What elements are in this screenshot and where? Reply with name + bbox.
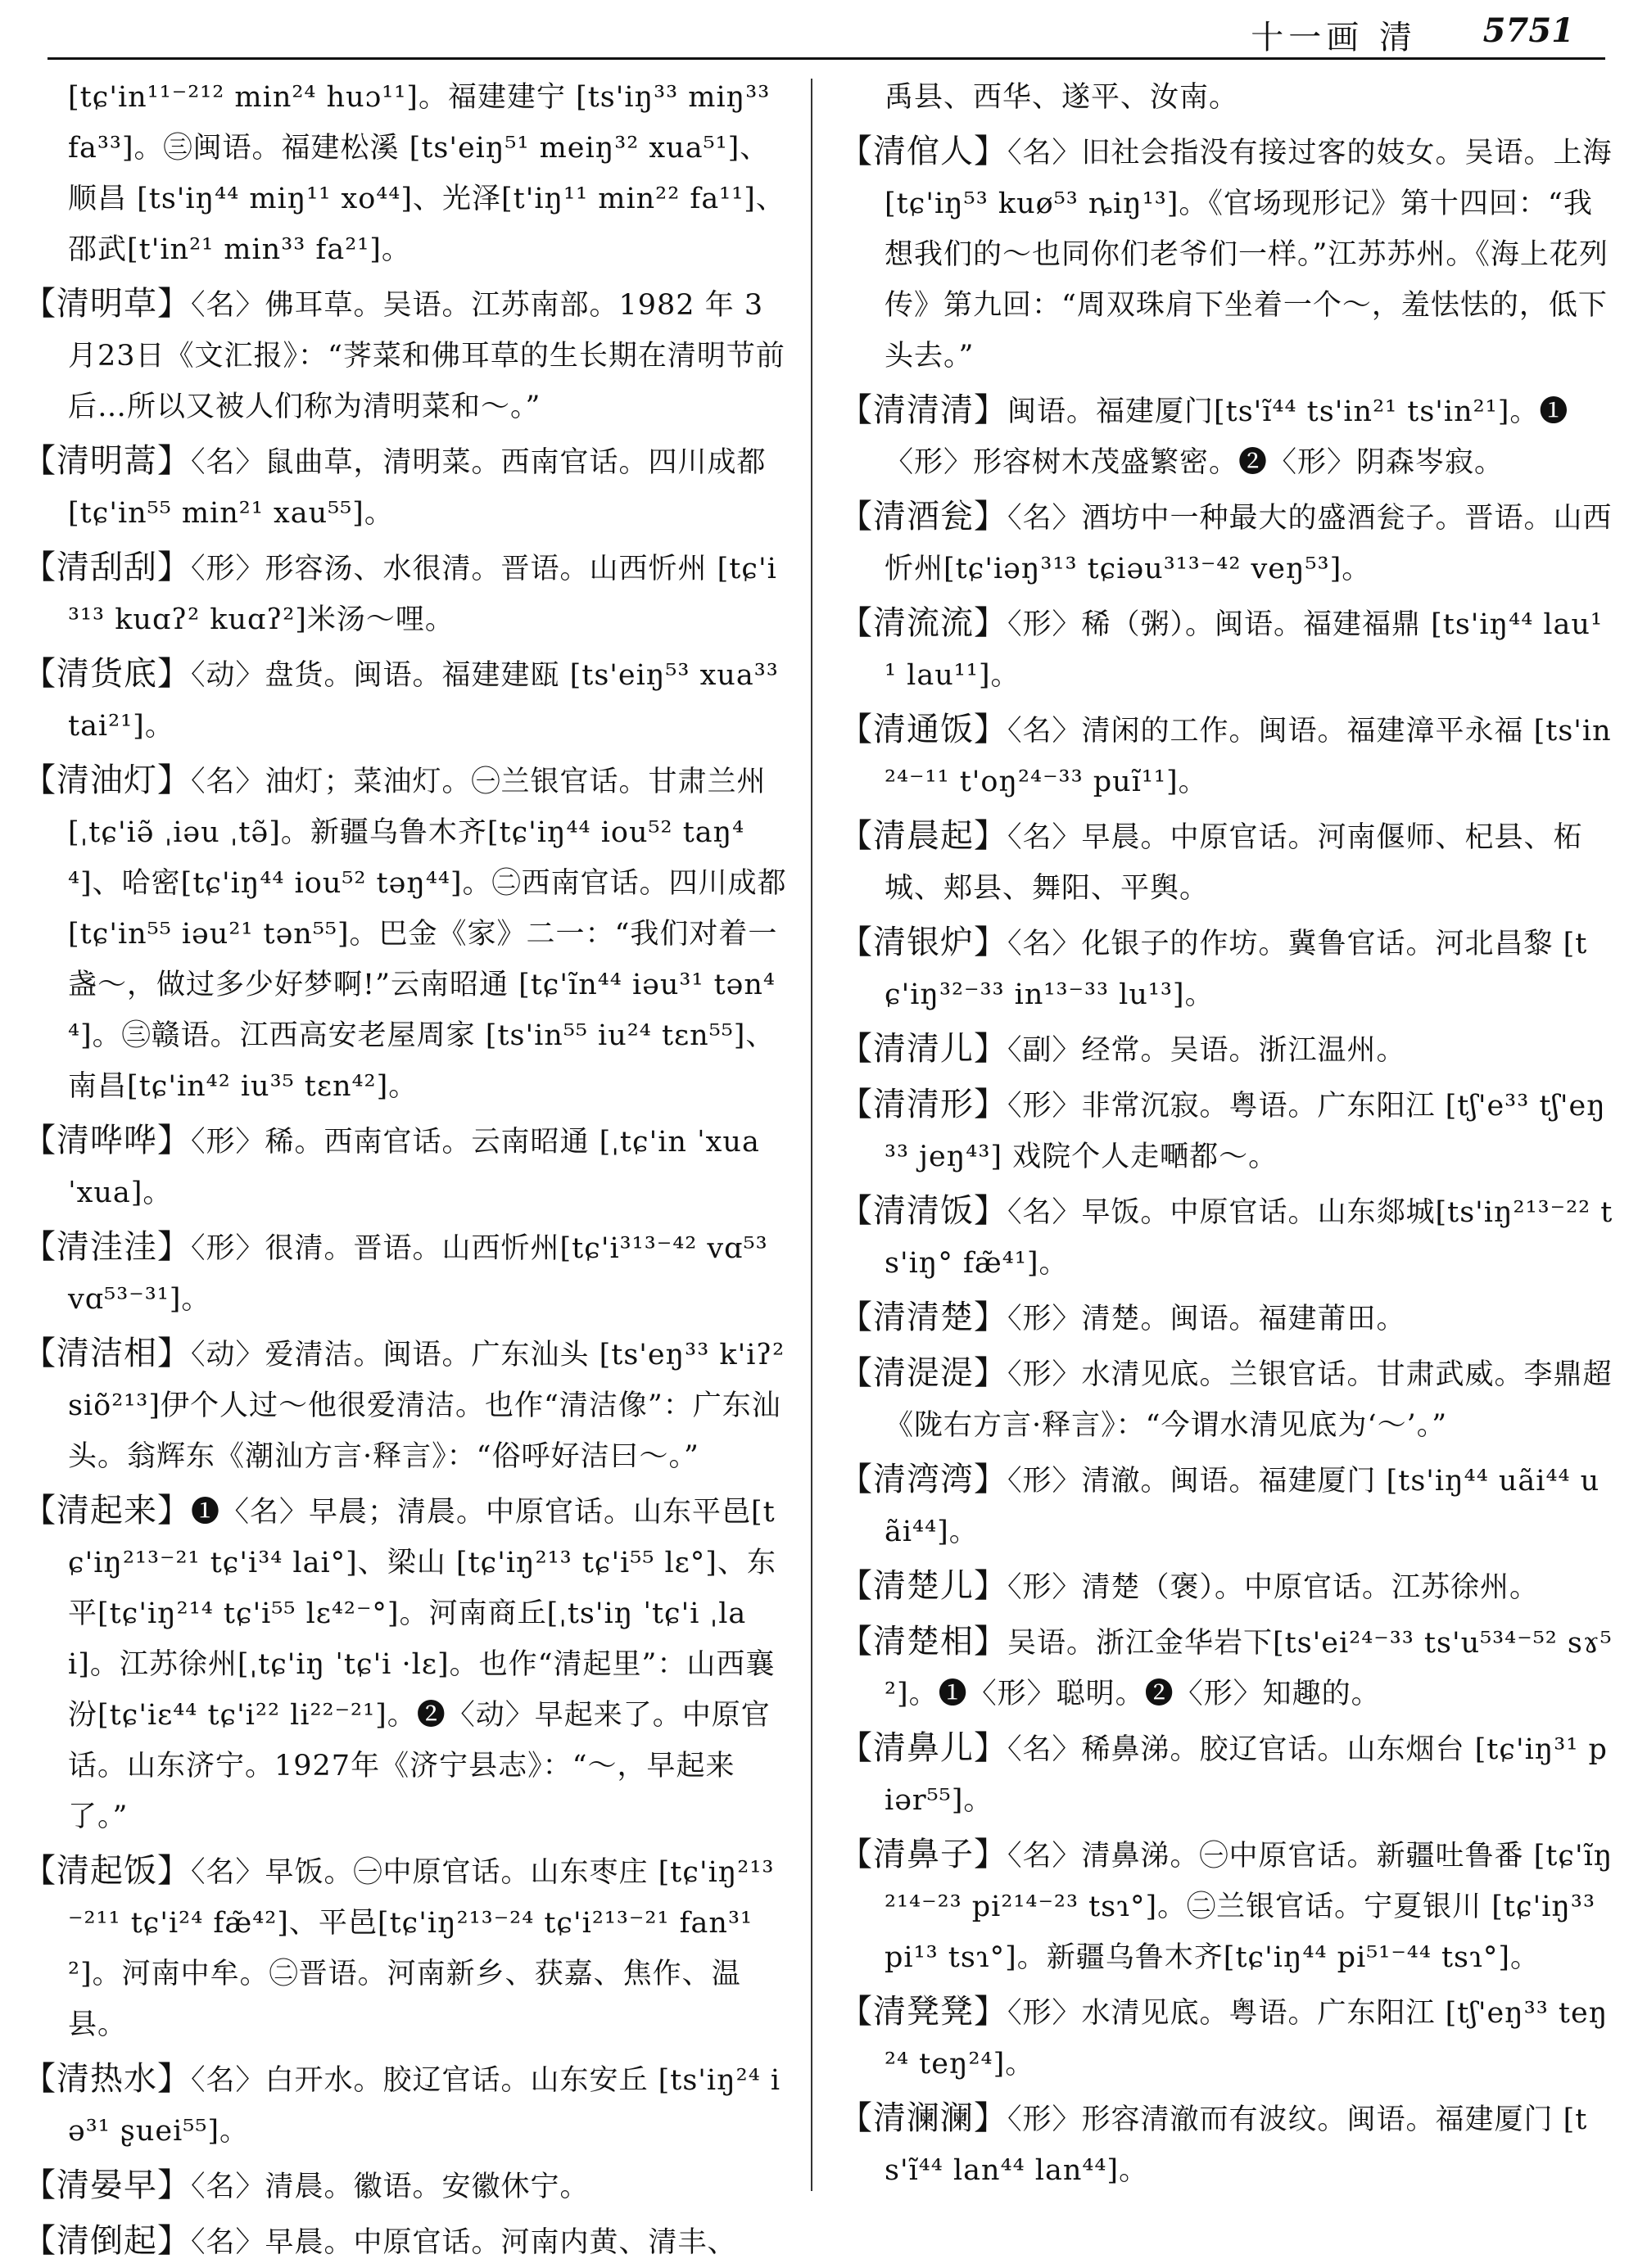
dictionary-entry: [23, 648, 789, 752]
entry-headword: 【清湾湾】: [839, 1461, 1007, 1498]
dictionary-entry: [839, 1186, 1613, 1289]
dictionary-entry: [839, 72, 1613, 123]
dictionary-entry: [839, 1561, 1613, 1613]
entry-definition: 〈名〉清闲的工作。闽语。福建漳平永福 [ts'in²⁴⁻¹¹ t'oŋ²⁴⁻³³ puĩ¹¹]。: [885, 715, 1612, 798]
entry-definition: 〈形〉水清见底。兰银官话。甘肃武威。李鼎超《陇右方言·释言》：“今谓水清见底为‘～’。”: [885, 1358, 1613, 1442]
entry-definition: 〈名〉早晨。中原官话。河南偃师、杞县、柘城、郏县、舞阳、平舆。: [885, 821, 1583, 905]
entry-definition: 〈形〉形容清澈而有波纹。闽语。福建厦门 [ts'ĩ⁴⁴ lan⁴⁴ lan⁴⁴]。: [885, 2103, 1588, 2187]
entry-definition: 〈形〉清澈。闽语。福建厦门 [ts'iŋ⁴⁴ uãi⁴⁴ uãi⁴⁴]。: [885, 1465, 1600, 1548]
entry-headword: 【清楚相】: [839, 1623, 1007, 1660]
dictionary-entry: [23, 1846, 789, 2050]
entry-definition: 〈名〉稀鼻涕。胶辽官话。山东烟台 [tɕ'iŋ³¹ piər⁵⁵]。: [885, 1733, 1608, 1817]
dictionary-entry: [23, 436, 789, 539]
header-rule: [48, 57, 1605, 60]
entry-headword: 【清明蒿】: [23, 442, 191, 480]
dictionary-entry: [839, 811, 1613, 914]
entry-headword: 【清热水】: [23, 2060, 191, 2098]
entry-definition: 闽语。福建厦门[ts'ĩ⁴⁴ ts'in²¹ ts'in²¹]。❶〈形〉形容树木茂盛繁密。❷〈形〉阴森岑寂。: [885, 395, 1569, 479]
entry-headword: 【清凳凳】: [839, 1993, 1007, 2031]
entry-definition: 〈名〉油灯；菜油灯。㊀兰银官话。甘肃兰州[ˌtɕ'iə̃ ˌiəu ˌtə̃]。新疆乌鲁木齐[tɕ'iŋ⁴⁴ iou⁵² taŋ⁴⁴]、哈密[tɕ'iŋ⁴⁴ iou⁵² təŋ⁴⁴]。㊁西南官话。四川成都[tɕ'in⁵⁵ iəu²¹ tən⁵⁵]。巴金《家》二一：“我们对着一盏～，做过多少好梦啊!”云南昭通 [tɕ'ĩn⁴⁴ iəu³¹ tən⁴⁴]。㊂赣语。江西高安老屋周家 [ts'in⁵⁵ iu²⁴ tɛn⁵⁵]、南昌[tɕ'in⁴² iu³⁵ tɛn⁴²]。: [68, 766, 787, 1103]
entry-definition: 〈名〉佛耳草。吴语。江苏南部。1982 年 3 月23日《文汇报》：“荠菜和佛耳草的生长期在清明节前后…所以又被人们称为清明菜和～。”: [68, 289, 785, 423]
entry-definition: ❶〈名〉早晨；清晨。中原官话。山东平邑[tɕ'iŋ²¹³⁻²¹ tɕ'i³⁴ lai°]、梁山 [tɕ'iŋ²¹³ tɕ'i⁵⁵ lɛ°]、东平[tɕ'iŋ²¹⁴ tɕ'i⁵⁵ lɛ⁴²⁻°]。河南商丘[ˌts'iŋ ˈtɕ'i ˌlai]。江苏徐州[ˌtɕ'iŋ ˈtɕ'i ·lɛ]。也作“清起里”：山西襄汾[tɕ'iɛ⁴⁴ tɕ'i²² li²²⁻²¹]。❷〈动〉早起来了。中原官话。山东济宁。1927年《济宁县志》：“～，早起来了。”: [68, 1496, 776, 1833]
entry-definition: 〈名〉清晨。徽语。安徽休宁。: [191, 2171, 590, 2203]
entry-definition: 〈形〉水清见底。粤语。广东阳江 [tʃ'eŋ³³ teŋ²⁴ teŋ²⁴]。: [885, 1997, 1609, 2081]
entry-headword: 【清起来】: [23, 1492, 191, 1529]
entry-definition: 〈名〉早晨。中原官话。河南内黄、清丰、: [191, 2226, 737, 2259]
dictionary-entry: [839, 1079, 1613, 1182]
entry-headword: 【清晨起】: [839, 817, 1007, 855]
dictionary-entry: [839, 1829, 1613, 1983]
entry-definition: 〈形〉很清。晋语。山西忻州[tɕ'i³¹³⁻⁴² vɑ⁵³ vɑ⁵³⁻³¹]。: [68, 1232, 768, 1316]
column-divider: [811, 79, 812, 2191]
dictionary-entry: [23, 72, 789, 275]
entry-headword: 【清清饭】: [839, 1192, 1007, 1230]
entry-headword: 【清清儿】: [839, 1030, 1007, 1068]
dictionary-entry: [839, 704, 1613, 807]
entry-headword: 【清晏早】: [23, 2166, 191, 2204]
entry-headword: 【清楚儿】: [839, 1567, 1007, 1605]
entry-definition: 〈名〉鼠曲草，清明菜。西南官话。四川成都[tɕ'in⁵⁵ min²¹ xau⁵⁵]。: [68, 446, 767, 530]
entry-definition: 〈形〉稀（粥）。闽语。福建福鼎 [ts'iŋ⁴⁴ lau¹¹ lau¹¹]。: [885, 608, 1603, 692]
entry-definition: 〈形〉清楚（褒）。中原官话。江苏徐州。: [1007, 1571, 1540, 1604]
entry-definition: 〈形〉清楚。闽语。福建莆田。: [1007, 1303, 1406, 1335]
right-column: [839, 72, 1613, 2201]
dictionary-entry: [839, 126, 1613, 382]
running-head: 十一画 清: [1251, 19, 1417, 56]
dictionary-entry: [23, 755, 789, 1112]
entry-headword: 【清清形】: [839, 1086, 1007, 1123]
entry-definition: 〈名〉旧社会指没有接过客的妓女。吴语。上海 [tɕ'iŋ⁵³ kuø⁵³ ȵiŋ¹³]。《官场现形记》第十四回：“我想我们的～也同你们老爷们一样。”江苏苏州。《海上花列传》第九回：“周双珠肩下坐着一个～，羞怯怯的，低下头去。”: [885, 137, 1613, 373]
entry-headword: 【清哗哗】: [23, 1122, 191, 1159]
entry-headword: 【清洁相】: [23, 1335, 191, 1372]
entry-headword: 【清湜湜】: [839, 1354, 1007, 1392]
dictionary-entry: [23, 2216, 789, 2268]
dictionary-entry: [23, 1115, 789, 1218]
dictionary-entry: [839, 1723, 1613, 1826]
dictionary-entry: [839, 1454, 1613, 1557]
entry-headword: 【清刮刮】: [23, 549, 191, 586]
entry-definition: 〈名〉酒坊中一种最大的盛酒瓮子。晋语。山西忻州[tɕ'iəŋ³¹³ tɕiəu³¹³⁻⁴² veŋ⁵³]。: [885, 502, 1613, 585]
dictionary-entry: [839, 1023, 1613, 1076]
entry-definition: 〈形〉非常沉寂。粤语。广东阳江 [tʃ'e³³ tʃ'eŋ³³ jeŋ⁴³] 戏院个人走嗮都～。: [885, 1090, 1606, 1173]
dictionary-entry: [23, 2160, 789, 2212]
entry-headword: 【清清清】: [839, 391, 1007, 429]
dictionary-entry: [839, 2093, 1613, 2196]
entry-headword: 【清澜澜】: [839, 2099, 1007, 2137]
dictionary-entry: [839, 1292, 1613, 1344]
entry-headword: 【清清楚】: [839, 1299, 1007, 1336]
entry-definition: 〈动〉盘货。闽语。福建建瓯 [ts'eiŋ⁵³ xua³³ tai²¹]。: [68, 659, 779, 743]
entry-headword: 【清货底】: [23, 655, 191, 693]
entry-definition: 〈副〉经常。吴语。浙江温州。: [1007, 1034, 1406, 1067]
entry-definition: 〈名〉早饭。㊀中原官话。山东枣庄 [tɕ'iŋ²¹³⁻²¹¹ tɕ'i²⁴ fæ̃⁴²]、平邑[tɕ'iŋ²¹³⁻²⁴ tɕ'i²¹³⁻²¹ fan³¹²]。河南中牟。㊁晋语。河南新乡、获嘉、焦作、温县。: [68, 1856, 775, 2041]
dictionary-entry: [23, 1485, 789, 1842]
entry-definition: 〈名〉早饭。中原官话。山东郯城[ts'iŋ²¹³⁻²² ts'iŋ° fæ̃⁴¹]。: [885, 1196, 1613, 1280]
entry-headword: 【清酒瓮】: [839, 498, 1007, 535]
entry-definition: 〈形〉形容汤、水很清。晋语。山西忻州 [tɕ'i³¹³ kuɑʔ² kuɑʔ²]米汤～哩。: [68, 553, 777, 636]
dictionary-entry: [23, 278, 789, 432]
entry-definition: [tɕ'in¹¹⁻²¹² min²⁴ huɔ¹¹]。福建建宁 [ts'iŋ³³ miŋ³³ fa³³]。㊂闽语。福建松溪 [ts'eiŋ⁵¹ meiŋ³² xua⁵¹]、顺昌 [ts'iŋ⁴⁴ miŋ¹¹ xo⁴⁴]、光泽[t'iŋ¹¹ min²² fa¹¹]、邵武[t'in²¹ min³³ fa²¹]。: [68, 81, 785, 266]
entry-definition: 〈名〉白开水。胶辽官话。山东安丘 [ts'iŋ²⁴ iə³¹ ʂuei⁵⁵]。: [68, 2064, 781, 2148]
dictionary-entry: [23, 1222, 789, 1325]
entry-definition: 〈名〉清鼻涕。㊀中原官话。新疆吐鲁番 [tɕ'ĩŋ²¹⁴⁻²³ pi²¹⁴⁻²³ tsɿ°]。㊁兰银官话。宁夏银川 [tɕ'iŋ³³ pi¹³ tsɿ°]。新疆乌鲁木齐[tɕ'iŋ⁴⁴ pi⁵¹⁻⁴⁴ tsɿ°]。: [885, 1840, 1613, 1974]
dictionary-entry: [839, 1348, 1613, 1451]
entry-headword: 【清洼洼】: [23, 1228, 191, 1266]
entry-definition: 吴语。浙江金华岩下[ts'ei²⁴⁻³³ ts'u⁵³⁴⁻⁵² sɤ⁵²]。❶〈形〉聪明。❷〈形〉知趣的。: [885, 1627, 1613, 1710]
entry-definition: 〈名〉化银子的作坊。冀鲁官话。河北昌黎 [tɕ'iŋ³²⁻³³ in¹³⁻³³ lu¹³]。: [885, 928, 1588, 1011]
dictionary-entry: [23, 2053, 789, 2157]
entry-headword: 【清鼻子】: [839, 1836, 1007, 1873]
entry-headword: 【清倒起】: [23, 2222, 191, 2260]
entry-definition: 〈动〉爱清洁。闽语。广东汕头 [ts'eŋ³³ k'iʔ² siõ²¹³]伊个人过～他很爱清洁。也作“清洁像”：广东汕头。翁辉东《潮汕方言·释言》：“俗呼好洁曰～。”: [68, 1339, 785, 1473]
entry-headword: 【清明草】: [23, 285, 191, 323]
dictionary-entry: [839, 491, 1613, 594]
dictionary-entry: [23, 542, 789, 645]
entry-definition: 禹县、西华、遂平、汝南。: [885, 81, 1239, 114]
left-column: [23, 72, 789, 2260]
entry-definition: 〈形〉稀。西南官话。云南昭通 [ˌtɕ'in ˈxua ˈxua]。: [68, 1126, 760, 1209]
entry-headword: 【清通饭】: [839, 711, 1007, 748]
entry-headword: 【清鼻儿】: [839, 1729, 1007, 1767]
dictionary-entry: [839, 1616, 1613, 1719]
entry-headword: 【清银炉】: [839, 924, 1007, 961]
dictionary-entry: [839, 598, 1613, 701]
dictionary-entry: [23, 1328, 789, 1482]
page-number: 5751: [1482, 11, 1574, 50]
entry-headword: 【清流流】: [839, 604, 1007, 642]
dictionary-entry: [839, 1986, 1613, 2090]
dictionary-entry: [839, 385, 1613, 488]
page-header: [0, 0, 1638, 61]
entry-headword: 【清油灯】: [23, 761, 191, 799]
entry-headword: 【清起饭】: [23, 1852, 191, 1890]
dictionary-entry: [839, 917, 1613, 1020]
entry-headword: 【清倌人】: [839, 133, 1007, 170]
